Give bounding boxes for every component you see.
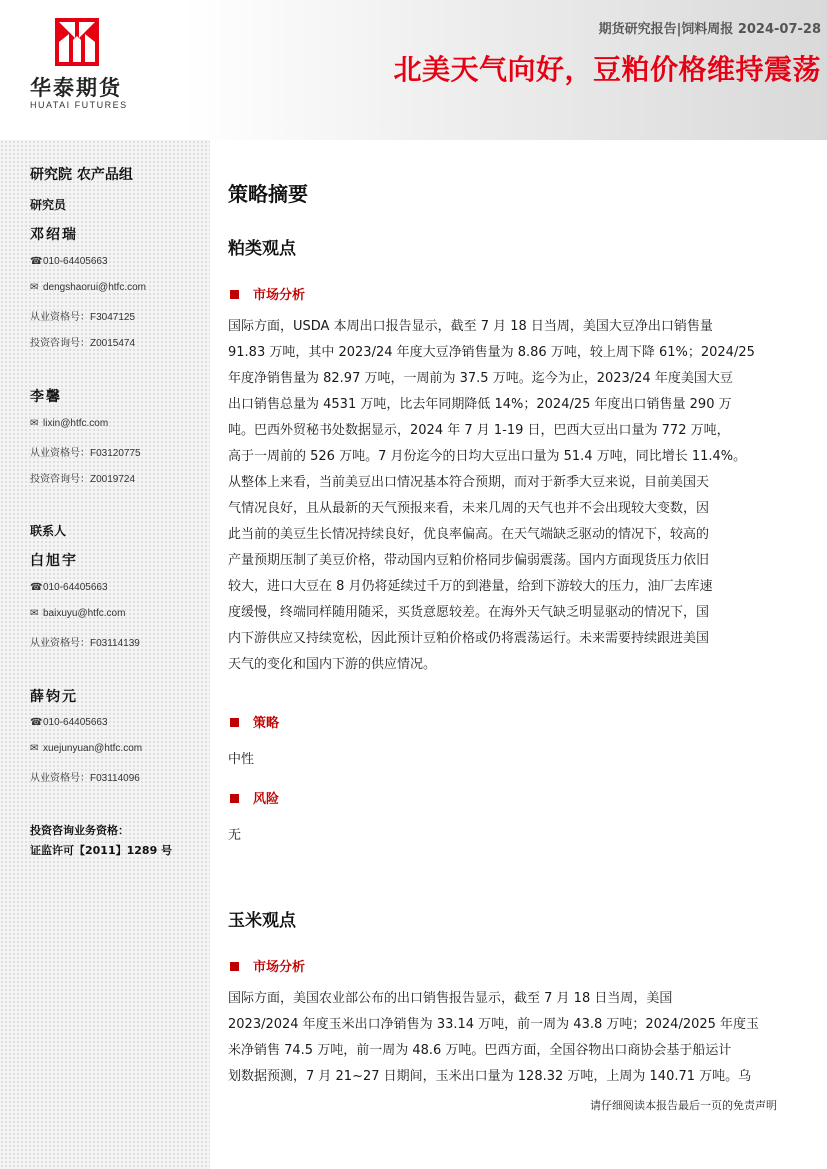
envelope-icon: ✉ <box>30 418 39 429</box>
bullet-square-icon <box>230 718 239 727</box>
corn-section-heading: 玉米观点 <box>228 911 296 931</box>
sidebar-researcher-label: 研究员 <box>30 198 67 212</box>
contact-qualification: 从业资格号：F03114139 <box>30 638 140 649</box>
bullet-square-icon <box>230 794 239 803</box>
logo-english-name: HUATAI FUTURES <box>30 100 128 110</box>
company-logo <box>30 16 130 116</box>
sidebar-contact-label: 联系人 <box>30 524 67 538</box>
researcher-name: 李馨 <box>30 389 62 405</box>
researcher-email[interactable]: ✉ dengshaorui@htfc.com <box>30 282 146 293</box>
phone-icon: ☎ <box>30 256 43 267</box>
corn-market-analysis-heading: 市场分析 <box>230 956 305 975</box>
phone-icon: ☎ <box>30 717 43 728</box>
sidebar-department: 研究院 农产品组 <box>30 167 133 183</box>
contact-phone: ☎010-64405663 <box>30 717 108 728</box>
phone-icon: ☎ <box>30 582 43 593</box>
meal-market-analysis-heading: 市场分析 <box>230 284 305 303</box>
researcher-phone: ☎010-64405663 <box>30 256 108 267</box>
report-meta: 期货研究报告|饲料周报 2024-07-28 <box>598 22 821 37</box>
researcher-email[interactable]: ✉ lixin@htfc.com <box>30 418 109 429</box>
license-number: 证监许可【2011】1289 号 <box>30 844 173 857</box>
researcher-advisory-number: 投资咨询号：Z0015474 <box>30 338 136 349</box>
contact-phone: ☎010-64405663 <box>30 582 108 593</box>
contact-qualification: 从业资格号：F03114096 <box>30 773 140 784</box>
meal-strategy-heading: 策略 <box>230 712 279 731</box>
meal-section-heading: 粕类观点 <box>228 239 296 259</box>
researcher-name: 邓绍瑞 <box>30 227 78 243</box>
envelope-icon: ✉ <box>30 282 39 293</box>
contact-name: 薛钧元 <box>30 689 78 705</box>
license-label: 投资咨询业务资格： <box>30 824 129 837</box>
contact-email[interactable]: ✉ xuejunyuan@htfc.com <box>30 743 143 754</box>
meal-market-analysis-text: 国际方面，USDA 本周出口报告显示，截至 7 月 18 日当周，美国大豆净出口销售量 91.83 万吨，其中 2023/24 年度大豆净销售量为 8.86 万吨，较上周下降 61%；2024/25 年度净销售量为 82.97 万吨，一周前为 37.5 万吨。迄今为止，2023/24 年度美国大豆 出口销售总量为 4531 万吨，比去年同期降低 14%；2024/25 年度出口销售量 290 万 吨。巴西外贸秘书处数据显示，2024 年 7 月 1-19 日，巴西大豆出口量为 772 万吨， 高于一周前的 526 万吨。7 月份迄今的日均大豆出口量为 51.4 万吨，同比增长 11.4%。 从整体上来看，当前美豆出口情况基本符合预期，而对于新季大豆来说，目前美国天 气情况良好，且从最新的天气预报来看，未来几周的天气也并不会出现较大变数，因 此当前的美豆生长情况持续良好，优良率偏高。在天气端缺乏驱动的情况下，较高的 产量预期压制了美豆价格，带动国内豆粕价格同步偏弱震荡。国内方面现货压力依旧 较大，进口大豆在 8 月仍将延续过千万的到港量，给到下游较大的压力，油厂去库速 度缓慢，终端同样随用随采，买货意愿较差。在海外天气缺乏明显驱动的情况下，国 内下游供应又持续宽松，因此预计豆粕价格或仍将震荡运行。未来需要持续跟进美国 天气的变化和国内下游的供应情况。 <box>228 319 755 672</box>
researcher-advisory-number: 投资咨询号：Z0019724 <box>30 474 136 485</box>
footer-disclaimer: 请仔细阅读本报告最后一页的免责声明 <box>590 1099 777 1112</box>
meal-risk-value: 无 <box>228 828 242 843</box>
corn-market-analysis-text: 国际方面，美国农业部公布的出口销售报告显示，截至 7 月 18 日当周，美国 2023/2024 年度玉米出口净销售为 33.14 万吨，前一周为 43.8 万吨；2024/2025 年度玉 米净销售 74.5 万吨，前一周为 48.6 万吨。巴西方面，全国谷物出口商协会基于船运计 划数据预测，7 月 21~27 日期间，玉米出口量为 128.32 万吨，上周为 140.71 万吨。乌 <box>228 991 760 1084</box>
logo-chinese-name: 华泰期货 <box>30 76 122 100</box>
envelope-icon: ✉ <box>30 608 39 619</box>
bullet-square-icon <box>230 962 239 971</box>
researcher-qualification: 从业资格号：F3047125 <box>30 312 136 323</box>
strategy-summary-heading: 策略摘要 <box>228 182 308 206</box>
researcher-qualification: 从业资格号：F03120775 <box>30 448 141 459</box>
contact-name: 白旭宇 <box>30 553 78 569</box>
bullet-square-icon <box>230 290 239 299</box>
huatai-logo-icon <box>55 18 99 66</box>
report-title: 北美天气向好，豆粕价格维持震荡 <box>393 53 821 86</box>
envelope-icon: ✉ <box>30 743 39 754</box>
contact-email[interactable]: ✉ baixuyu@htfc.com <box>30 608 126 619</box>
meal-risk-heading: 风险 <box>230 788 279 807</box>
meal-strategy-value: 中性 <box>228 752 255 767</box>
sidebar <box>0 140 210 1169</box>
